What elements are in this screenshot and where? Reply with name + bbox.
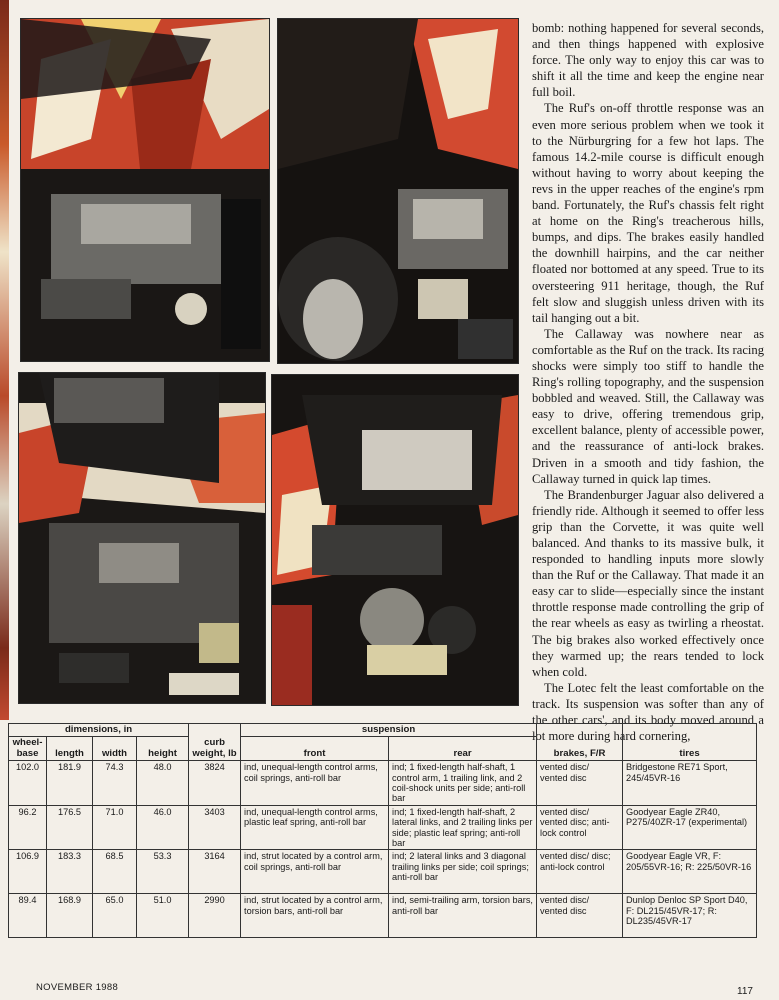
length-cell: 183.3 [47, 850, 93, 894]
table-row [9, 894, 757, 938]
wheelbase-header: wheel-base [9, 737, 47, 761]
issue-date: NOVEMBER 1988 [36, 982, 119, 993]
length-cell: 168.9 [47, 894, 93, 938]
width-cell: 71.0 [93, 805, 137, 850]
wheelbase-cell: 96.2 [9, 805, 47, 850]
length-cell: 181.9 [47, 761, 93, 806]
engine-photo-1 [20, 18, 270, 362]
tires-cell: Goodyear Eagle ZR40, P275/40ZR-17 (experimental) [623, 805, 757, 850]
height-header: height [137, 737, 189, 761]
article-paragraph: bomb: nothing happened for several seconds, and then things happened with explosive force. The only way to enjoy this car was to shift it all the time and keep the engine near full boil. [532, 21, 764, 100]
front-suspension-header: front [241, 737, 389, 761]
engine-photo-4 [271, 374, 519, 706]
adjacent-page-edge [0, 0, 9, 720]
table-row [9, 805, 757, 850]
rear-suspension-cell: ind; 1 fixed-length half-shaft, 1 control arm, 1 trailing link, and 2 coil-shock units per side; anti-roll bar [389, 761, 537, 806]
length-cell: 176.5 [47, 805, 93, 850]
tires-cell: Goodyear Eagle VR, F: 205/55VR-16; R: 225/50VR-16 [623, 850, 757, 894]
weight-cell: 2990 [189, 894, 241, 938]
length-header: length [47, 737, 93, 761]
article-paragraph: The Lotec felt the least comfortable on the track. Its suspension was softer than any of the other cars', and its body moved around a lot more during hard cornering, [532, 680, 764, 744]
article-text-column [532, 20, 764, 744]
dimensions-header: dimensions, in [9, 724, 189, 737]
wheelbase-cell: 102.0 [9, 761, 47, 806]
wheelbase-cell: 106.9 [9, 850, 47, 894]
brakes-cell: vented disc/ vented disc [537, 761, 623, 806]
brakes-header: brakes, F/R [537, 724, 623, 761]
brakes-cell: vented disc/ vented disc [537, 894, 623, 938]
weight-cell: 3164 [189, 850, 241, 894]
front-suspension-cell: ind, strut located by a control arm, torsion bars, anti-roll bar [241, 894, 389, 938]
front-suspension-cell: ind, strut located by a control arm, coil springs, anti-roll bar [241, 850, 389, 894]
weight-cell: 3824 [189, 761, 241, 806]
height-cell: 51.0 [137, 894, 189, 938]
table-row [9, 761, 757, 806]
front-suspension-cell: ind, unequal-length control arms, plastic leaf spring, anti-roll bar [241, 805, 389, 850]
curb-weight-header: curb weight, lb [189, 724, 241, 761]
article-paragraph: The Callaway was nowhere near as comfortable as the Ruf on the track. Its racing shocks were simply too stiff to handle the Ring's rolling topography, and the suspension bobbled and weaved. Still, the Callaway was easy to drive, offering tremendous grip, excellent balance, plenty of accessible power, and the reassurance of anti-lock brakes. Driven in a smooth and tidy fashion, the Callaway turned in quick lap times. [532, 326, 764, 486]
rear-suspension-cell: ind; 1 fixed-length half-shaft, 2 lateral links, and 2 trailing links per side; plastic leaf spring; anti-roll bar [389, 805, 537, 850]
width-cell: 68.5 [93, 850, 137, 894]
tires-cell: Bridgestone RE71 Sport, 245/45VR-16 [623, 761, 757, 806]
weight-cell: 3403 [189, 805, 241, 850]
wheelbase-cell: 89.4 [9, 894, 47, 938]
article-paragraph: The Brandenburger Jaguar also delivered a friendly ride. Although it seemed to offer less grip than the Corvette, it was quite well balanced. And thanks to its massive bulk, it responded to handling inputs more slowly than the Ruf or the Callaway. That made it an easy car to slide—especially since the instant throttle response made controlling the grip of the rear wheels as easy as twirling a rheostat. The big brakes also worked effectively once they warmed up; the rears tended to lock when cold. [532, 487, 764, 679]
rear-suspension-cell: ind, semi-trailing arm, torsion bars, anti-roll bar [389, 894, 537, 938]
article-paragraph: The Ruf's on-off throttle response was an even more serious problem when we took it to the Nürburgring for a few hot laps. The famous 14.2-mile course is difficult enough without having to worry about keeping the revs in the upper reaches of the engine's rpm band. Fortunately, the Ruf's chassis felt right at home on the Ring's treacherous hills, bumps, and dips. The brakes easily handled the downhill hairpins, and the car neither floated nor bottomed at any speed. True to its oversteering 911 heritage, though, the Ruf felt slow and sluggish unless driven with its tail hanging out a bit. [532, 101, 764, 325]
rear-suspension-header: rear [389, 737, 537, 761]
width-cell: 74.3 [93, 761, 137, 806]
front-suspension-cell: ind, unequal-length control arms, coil springs, anti-roll bar [241, 761, 389, 806]
width-header: width [93, 737, 137, 761]
height-cell: 48.0 [137, 761, 189, 806]
height-cell: 53.3 [137, 850, 189, 894]
suspension-header: suspension [241, 724, 537, 737]
engine-photo-2 [277, 18, 519, 364]
width-cell: 65.0 [93, 894, 137, 938]
page-number: 117 [737, 986, 753, 997]
specifications-table [8, 723, 757, 938]
brakes-cell: vented disc/ vented disc; anti-lock control [537, 805, 623, 850]
brakes-cell: vented disc/ disc; anti-lock control [537, 850, 623, 894]
tires-header: tires [623, 724, 757, 761]
engine-photo-3 [18, 372, 266, 704]
tires-cell: Dunlop Denloc SP Sport D40, F: DL215/45VR-17; R: DL235/45VR-17 [623, 894, 757, 938]
table-row [9, 850, 757, 894]
rear-suspension-cell: ind; 2 lateral links and 3 diagonal trailing links per side; coil springs; anti-roll bar [389, 850, 537, 894]
height-cell: 46.0 [137, 805, 189, 850]
